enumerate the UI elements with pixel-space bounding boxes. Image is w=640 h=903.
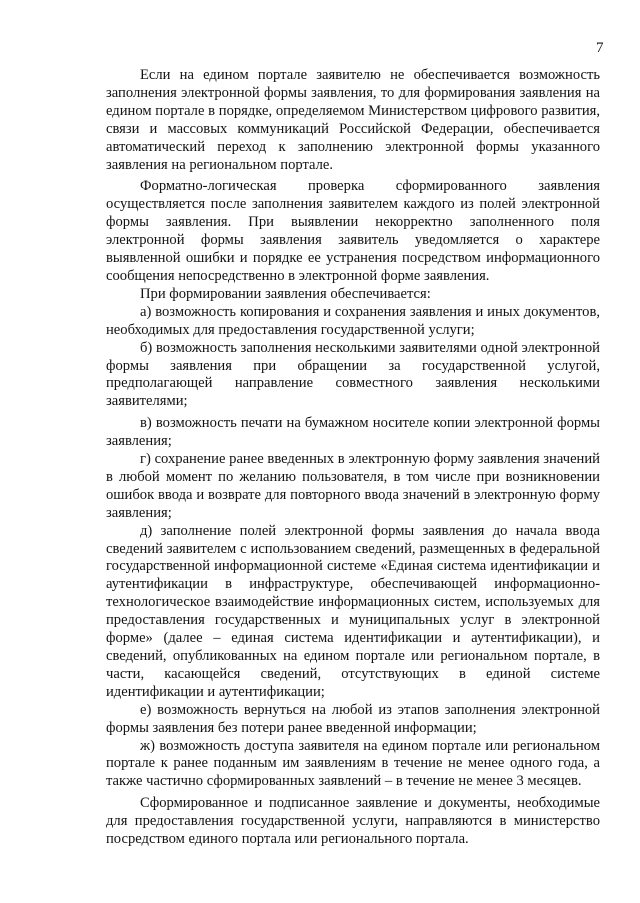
list-item-v: в) возможность печати на бумажном носителе копии электронной формы заявления; xyxy=(106,415,600,450)
list-item-d: д) заполнение полей электронной формы заявления до начала ввода сведений заявителем с использованием сведений, размещенных в федеральной государственной информационной системе «Единая система идентификации и аутентификации в инфраструктуре, обеспечивающей информационно-технологическое взаимодействие информационных систем, используемых для предоставления государственных и муниципальных услуг в электронной форме» (далее – единая система идентификации и аутентификации), и сведений, опубликованных на едином портале или региональном портале, в части, касающейся сведений, отсутствующих в единой системе идентификации и аутентификации; xyxy=(106,522,600,700)
paragraph-list-intro: При формировании заявления обеспечивается: xyxy=(140,285,431,302)
page-number: 7 xyxy=(596,40,604,56)
list-item-zh: ж) возможность доступа заявителя на едином портале или региональном портале к ранее поданным им заявлениям в течение не менее одного года, а также частично сформированных заявлений – в течение не менее 3 месяцев. xyxy=(106,737,600,790)
paragraph-format-check: Форматно-логическая проверка сформированного заявления осуществляется после заполнения заявителем каждого из полей электронной формы заявления. При выявлении некорректно заполненного поля электронной формы заявления заявитель уведомляется о характере выявленной ошибки и порядке ее устранения посредством информационного сообщения непосредственно в электронной форме заявления. xyxy=(106,178,600,284)
list-item-e: е) возможность вернуться на любой из этапов заполнения электронной формы заявления без потери ранее введенной информации; xyxy=(106,701,600,736)
list-item-a: а) возможность копирования и сохранения заявления и иных документов, необходимых для предоставления государственной услуги; xyxy=(106,303,600,338)
paragraph-submission: Сформированное и подписанное заявление и документы, необходимые для предоставления государственной услуги, направляются в министерство посредством единого портала или регионального портала. xyxy=(106,795,600,848)
list-item-g: г) сохранение ранее введенных в электронную форму заявления значений в любой момент по желанию пользователя, в том числе при возникновении ошибок ввода и возврате для повторного ввода значений в электронную форму заявления; xyxy=(106,451,600,521)
paragraph-portal-transition: Если на едином портале заявителю не обеспечивается возможность заполнения электронной формы заявления, то для формирования заявления на едином портале в порядке, определяемом Министерством цифрового развития, связи и массовых коммуникаций Российской Федерации, обеспечивается автоматический переход к заполнению электронной формы указанного заявления на региональном портале. xyxy=(106,67,600,173)
list-item-b: б) возможность заполнения несколькими заявителями одной электронной формы заявления при обращении за государственной услугой, предполагающей направление совместного заявления несколькими заявителями; xyxy=(106,339,600,410)
document-body xyxy=(106,67,600,849)
